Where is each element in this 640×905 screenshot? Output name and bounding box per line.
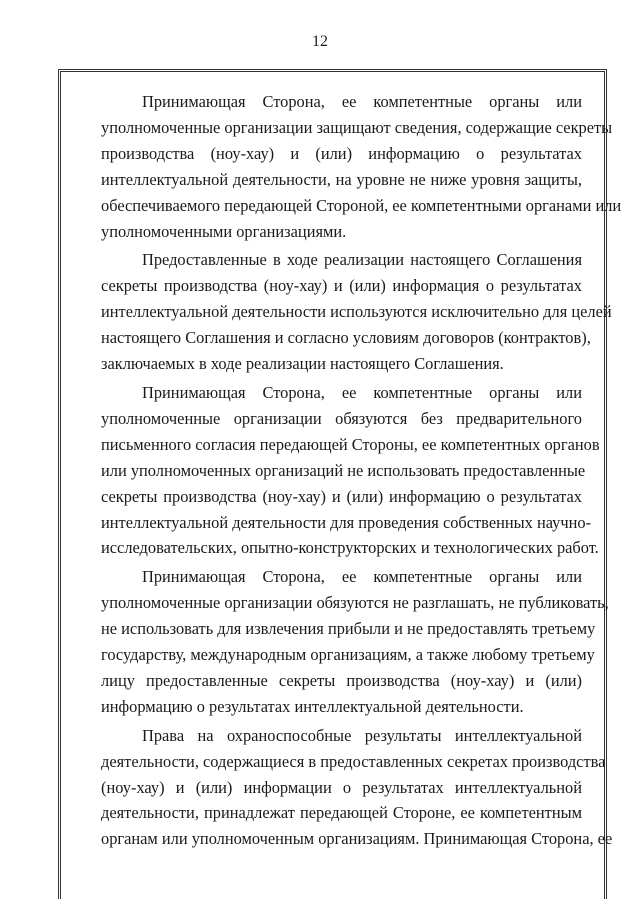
text-line: настоящего Соглашения и согласно условиям договоров (контрактов),	[101, 328, 591, 348]
text-line: уполномоченными организациями.	[101, 221, 347, 241]
page-number: 12	[312, 33, 328, 50]
document-body	[101, 89, 622, 855]
text-line: интеллектуальной деятельности, на уровне не ниже уровня защиты,	[101, 169, 582, 189]
text-line: Принимающая Сторона, ее компетентные органы или	[142, 567, 582, 587]
text-line: интеллектуальной деятельности используются исключительно для целей	[101, 302, 612, 322]
text-line: уполномоченные организации обязуются не разглашать, не публиковать,	[101, 593, 609, 613]
paragraph-2	[101, 247, 612, 377]
text-line: уполномоченные организации обязуются без предварительного	[101, 408, 582, 428]
paragraph-3	[101, 380, 600, 561]
text-line: или уполномоченных организаций не использовать предоставленные	[101, 460, 586, 480]
paragraph-4	[101, 564, 609, 719]
text-line: Принимающая Сторона, ее компетентные органы или	[142, 92, 582, 111]
text-line: Принимающая Сторона, ее компетентные органы или	[142, 382, 582, 402]
text-line: заключаемых в ходе реализации настоящего Соглашения.	[101, 354, 504, 374]
text-line: не использовать для извлечения прибыли и не предоставлять третьему	[101, 619, 596, 639]
text-line: информацию о результатах интеллектуальной деятельности.	[101, 696, 524, 716]
text-line: (ноу-хау) и (или) информации о результатах интеллектуальной	[101, 777, 582, 797]
text-line: деятельности, содержащиеся в предоставленных секретах производства	[101, 751, 606, 771]
text-line: производства (ноу-хау) и (или) информацию о результатах	[101, 143, 582, 163]
text-line: уполномоченные организации защищают сведения, содержащие секреты	[101, 117, 613, 137]
text-line: обеспечиваемого передающей Стороной, ее компетентными органами или	[101, 195, 622, 215]
paragraph-5	[101, 723, 613, 853]
text-line: органам или уполномоченным организациям. Принимающая Сторона, ее	[101, 829, 613, 849]
text-line: Предоставленные в ходе реализации настоящего Соглашения	[142, 250, 582, 270]
text-line: исследовательских, опытно-конструкторских и технологических работ.	[101, 538, 599, 558]
text-line: государству, международным организациям, а также любому третьему	[101, 645, 595, 665]
text-line: деятельности, принадлежат передающей Стороне, ее компетентным	[101, 803, 582, 823]
text-line: Права на охраноспособные результаты интеллектуальной	[142, 725, 582, 745]
text-line: секреты производства (ноу-хау) и (или) информацию о результатах	[101, 486, 582, 506]
text-line: интеллектуальной деятельности для проведения собственных научно-	[101, 512, 592, 532]
text-line: секреты производства (ноу-хау) и (или) информация о результатах	[101, 276, 582, 296]
text-line: лицу предоставленные секреты производства (ноу-хау) и (или)	[101, 670, 582, 690]
paragraph-1	[101, 89, 622, 244]
text-line: письменного согласия передающей Стороны, ее компетентных органов	[101, 434, 600, 454]
